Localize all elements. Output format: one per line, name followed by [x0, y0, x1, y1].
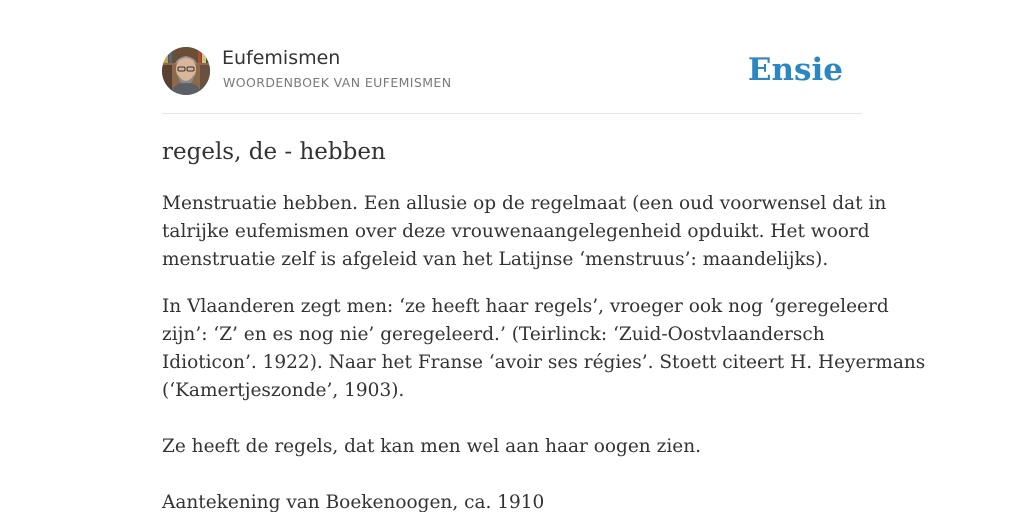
text-line: Menstruatie hebben. Een allusie op de regelmaat (een oud voorwensel dat in [162, 193, 887, 214]
author-avatar[interactable] [162, 47, 210, 95]
text-line: Idioticon’. 1922). Naar het Franse ‘avoir ses régies’. Stoett citeert H. Heyermans [162, 352, 926, 373]
text-line: In Vlaanderen zegt men: ‘ze heeft haar regels’, vroeger ook nog ‘geregeleerd [162, 296, 889, 317]
paragraph-flemish [162, 293, 926, 405]
paragraph-spacer [162, 405, 862, 433]
entry-header [162, 46, 862, 96]
header-divider [162, 113, 862, 114]
text-line: Aantekening van Boekenoogen, ca. 1910 [162, 492, 545, 512]
paragraph-spacer [162, 274, 862, 293]
entry-content [162, 190, 926, 512]
paragraph-quote [162, 433, 862, 461]
author-subtitle: WOORDENBOEK VAN EUFEMISMEN [223, 75, 452, 90]
paragraph-source [162, 489, 862, 512]
text-line: talrijke eufemismen over deze vrouwenaangelegenheid opduikt. Het woord [162, 221, 870, 242]
author-portrait-icon [162, 47, 210, 95]
paragraph-definition [162, 190, 887, 274]
text-line: (‘Kamertjeszonde’, 1903). [162, 380, 405, 401]
text-line: zijn’: ‘Z’ en es nog nie’ geregeleerd.’ (Teirlinck: ‘Zuid-Oostvlaandersch [162, 324, 825, 345]
author-name[interactable]: Eufemismen [222, 47, 341, 69]
entry-title: regels, de - hebben [162, 139, 386, 165]
text-line: Ze heeft de regels, dat kan men wel aan haar oogen zien. [162, 436, 701, 457]
text-line: menstruatie zelf is afgeleid van het Latijnse ‘menstruus’: maandelijks). [162, 249, 829, 270]
paragraph-spacer [162, 461, 862, 489]
brand-logo[interactable]: Ensie [747, 52, 843, 88]
